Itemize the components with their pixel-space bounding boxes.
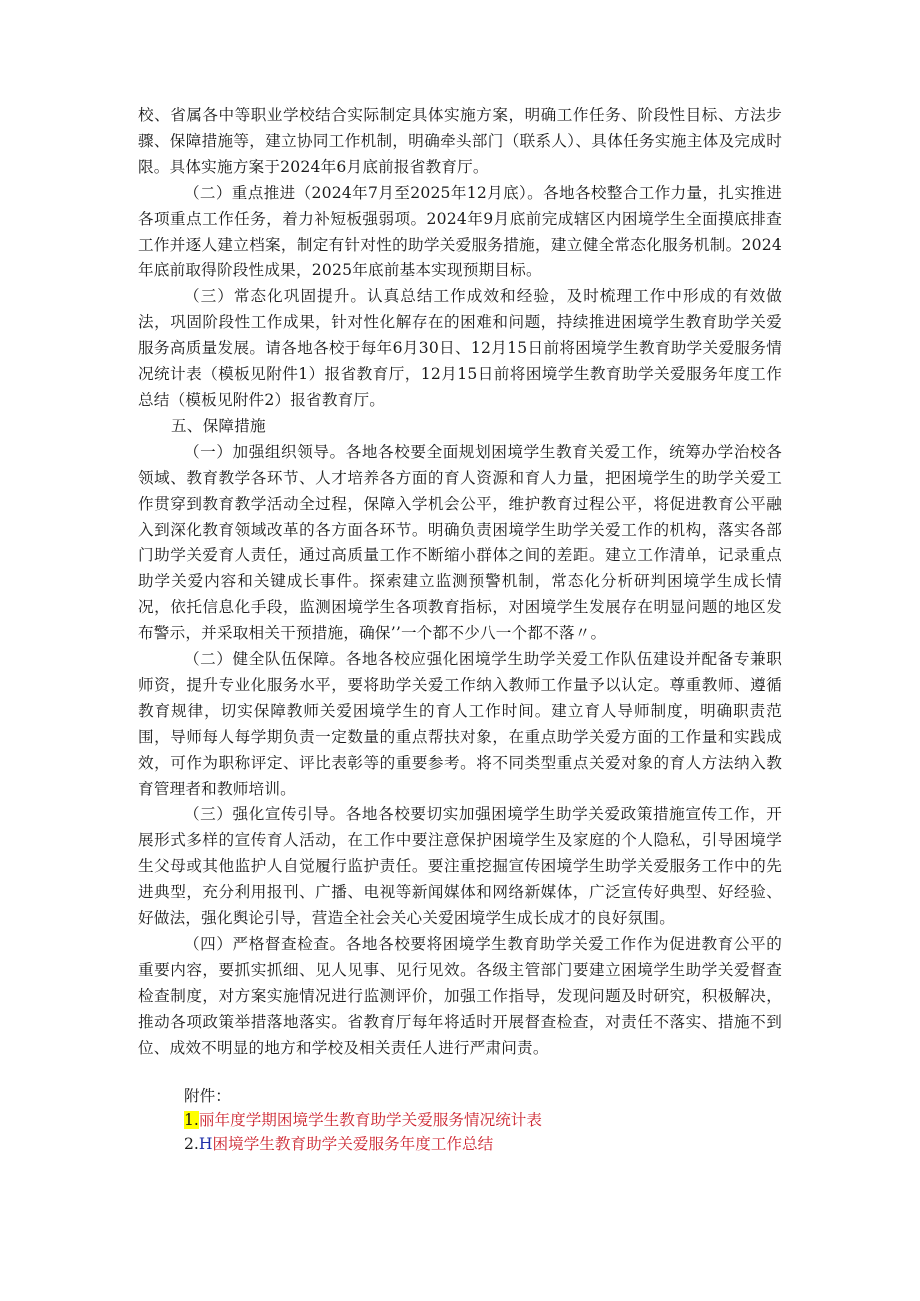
attachment-number-1: 1. <box>184 1110 199 1129</box>
attachment-title-1: 年度学期困境学生教育助学关爱服务情况统计表 <box>214 1110 542 1129</box>
document-page <box>138 103 782 1156</box>
paragraph-continuation: 校、省属各中等职业学校结合实际制定具体实施方案，明确工作任务、阶段性目标、方法步骤、保障措施等，建立协同工作机制，明确牵头部门（联系人）、具体任务实施主体及完成时限。具体实施方案于2024年6月底前报省教育厅。 <box>138 106 782 176</box>
attachments-label: 附件： <box>184 1086 231 1105</box>
paragraph-organization: （一）加强组织领导。各地各校要全面规划困境学生教育关爱工作，统筹办学治校各领域、教育教学各环节、人才培养各方面的育人资源和育人力量，把困境学生的助学关爱工作贯穿到教育教学活动全过程，保障入学机会公平，维护教育过程公平，将促进教育公平融入到深化教育领域改革的各方面各环节。明确负责困境学生助学关爱工作的机构，落实各部门助学关爱育人责任，通过高质量工作不断缩小群体之间的差距。建立工作清单，记录重点助学关爱内容和关键成长事件。探索建立监测预警机制，常态化分析研判困境学生成长情况，依托信息化手段，监测困境学生各项教育指标，对困境学生发展存在明显问题的地区发布警示，并采取相关干预措施，确保’’一个都不少八一个都不落〃。 <box>138 442 782 643</box>
section-heading-safeguards: 五、保障措施 <box>171 416 266 435</box>
attachment-prefix-1: 丽 <box>198 1110 215 1129</box>
paragraph-normalize: （三）常态化巩固提升。认真总结工作成效和经验，及时梳理工作中形成的有效做法，巩固阶段性工作成果，针对性化解存在的困难和问题，持续推进困境学生教育助学关爱服务高质量发展。请各地各校于每年6月30日、12月15日前将困境学生教育助学关爱服务情况统计表（模板见附件1）报省教育厅，12月15日前将困境学生教育助学关爱服务年度工作总结（模板见附件2）报省教育厅。 <box>138 287 782 409</box>
attachment-item-1[interactable] <box>184 1108 782 1132</box>
attachment-number-2: 2. <box>184 1134 199 1153</box>
attachment-item-2[interactable] <box>184 1132 782 1156</box>
paragraph-key-push: （二）重点推进（2024年7月至2025年12月底）。各地各校整合工作力量，扎实推进各项重点工作任务，着力补短板强弱项。2024年9月底前完成辖区内困境学生全面摸底排查工作并逐人建立档案，制定有针对性的助学关爱服务措施，建立健全常态化服务机制。2024年底前取得阶段性成果，2025年底前基本实现预期目标。 <box>138 183 782 280</box>
paragraph-supervision: （四）严格督查检查。各地各校要将困境学生教育助学关爱工作作为促进教育公平的重要内容，要抓实抓细、见人见事、见行见效。各级主管部门要建立困境学生助学关爱督查检查制度，对方案实施情况进行监测评价，加强工作指导，发现问题及时研究，积极解决，推动各项政策举措落地落实。省教育厅每年将适时开展督查检查，对责任不落实、措施不到位、成效不明显的地方和学校及相关责任人进行严肃问责。 <box>138 935 782 1057</box>
attachments-block <box>138 1084 782 1156</box>
attachment-prefix-2: H <box>198 1134 213 1153</box>
paragraph-team: （二）健全队伍保障。各地各校应强化困境学生助学关爱工作队伍建设并配备专兼职师资，提升专业化服务水平，要将助学关爱工作纳入教师工作量予以认定。尊重教师、遵循教育规律，切实保障教师关爱困境学生的育人工作时间。建立育人导师制度，明确职责范围，导师每人每学期负责一定数量的重点帮扶对象，在重点助学关爱方面的工作量和实践成效，可作为职称评定、评比表彰等的重要参考。将不同类型重点关爱对象的育人方法纳入教育管理者和教师培训。 <box>138 650 782 798</box>
paragraph-publicity: （三）强化宣传引导。各地各校要切实加强困境学生助学关爱政策措施宣传工作，开展形式多样的宣传育人活动，在工作中要注意保护困境学生及家庭的个人隐私，引导困境学生父母或其他监护人自觉履行监护责任。要注重挖掘宣传困境学生助学关爱服务工作中的先进典型，充分利用报刊、广播、电视等新闻媒体和网络新媒体，广泛宣传好典型、好经验、好做法，强化舆论引导，营造全社会关心关爱困境学生成长成才的良好氛围。 <box>138 805 782 928</box>
attachment-title-2: 困境学生教育助学关爱服务年度工作总结 <box>212 1134 494 1153</box>
